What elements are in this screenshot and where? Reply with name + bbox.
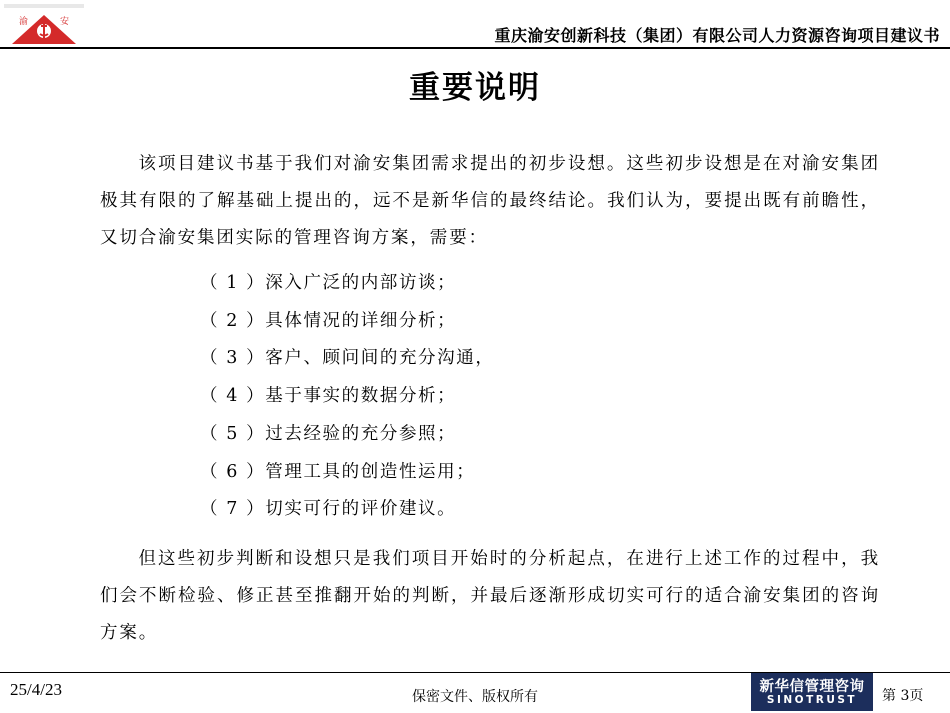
footer-date: 25/4/23 [10, 680, 62, 699]
brand-name-en: SINOTRUST [766, 694, 858, 706]
document-header-title: 重庆渝安创新科技（集团）有限公司人力资源咨询项目建议书 [494, 26, 940, 45]
list-item: （ 5 ）过去经验的充分参照； [200, 423, 457, 444]
requirements-list [200, 265, 494, 529]
list-item: （ 4 ）基于事实的数据分析； [200, 386, 457, 407]
list-item: （ 6 ）管理工具的创造性运用； [200, 461, 476, 482]
header-divider [0, 47, 950, 49]
brand-name-cn: 新华信管理咨询 [759, 679, 865, 695]
confidential-notice: 保密文件、版权所有 [412, 689, 538, 705]
page-number: 第 3页 [882, 688, 924, 704]
logo-text-right: 安 [60, 17, 70, 27]
intro-paragraph: 该项目建议书基于我们对渝安集团需求提出的初步设想。这些初步设想是在对渝安集团极其有限的了解基础上提出的，远不是新华信的最终结论。我们认为，要提出既有前瞻性，又切合渝安集团实际的管理咨询方案，需要： [100, 154, 880, 248]
list-item: （ 7 ）切实可行的评价建议。 [200, 499, 457, 520]
company-logo [4, 4, 84, 46]
logo-text-left: 渝 [19, 17, 29, 27]
logo-emblem-icon [4, 4, 84, 46]
list-item: （ 2 ）具体情况的详细分析； [200, 310, 457, 331]
closing-paragraph: 但这些初步判断和设想只是我们项目开始时的分析起点，在进行上述工作的过程中，我们会不断检验、修正甚至推翻开始的判断，并最后逐渐形成切实可行的适合渝安集团的咨询方案。 [100, 549, 880, 643]
sinotrust-logo [751, 673, 873, 711]
page-title: 重要说明 [409, 70, 541, 106]
list-item: （ 1 ）深入广泛的内部访谈； [200, 273, 457, 293]
list-item: （ 3 ）客户、顾问间的充分沟通， [200, 348, 495, 369]
